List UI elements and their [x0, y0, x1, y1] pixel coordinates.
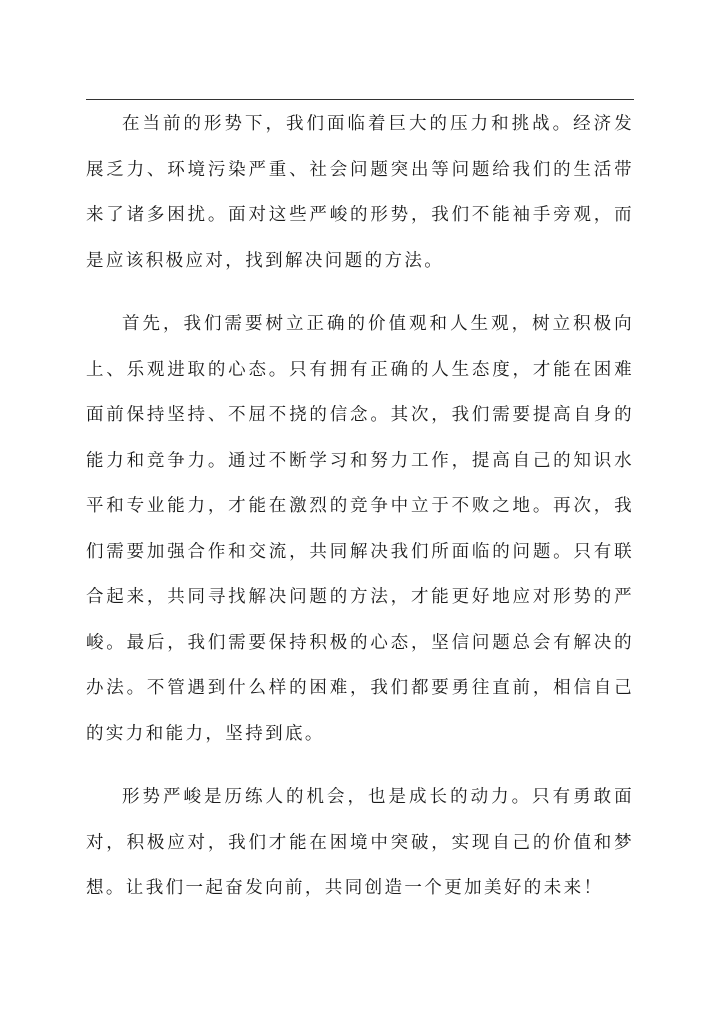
- paragraph-intro: 在当前的形势下，我们面临着巨大的压力和挑战。经济发展乏力、环境污染严重、社会问题突出等问题给我们的生活带来了诸多困扰。面对这些严峻的形势，我们不能袖手旁观，而是应该积极应对，找到解决问题的方法。: [86, 114, 634, 271]
- document-body: [86, 102, 634, 912]
- paragraph-body: 首先，我们需要树立正确的价值观和人生观，树立积极向上、乐观进取的心态。只有拥有正确的人生态度，才能在困难面前保持坚持、不屈不挠的信念。其次，我们需要提高自身的能力和竞争力。通过不断学习和努力工作，提高自己的知识水平和专业能力，才能在激烈的竞争中立于不败之地。再次，我们需要加强合作和交流，共同解决我们所面临的问题。只有联合起来，共同寻找解决问题的方法，才能更好地应对形势的严峻。最后，我们需要保持积极的心态，坚信问题总会有解决的办法。不管遇到什么样的困难，我们都要勇往直前，相信自己的实力和能力，坚持到底。: [86, 314, 634, 744]
- header-divider: [86, 99, 634, 100]
- paragraph-conclusion: 形势严峻是历练人的机会，也是成长的动力。只有勇敢面对，积极应对，我们才能在困境中突破，实现自己的价值和梦想。让我们一起奋发向前，共同创造一个更加美好的未来！: [86, 787, 634, 898]
